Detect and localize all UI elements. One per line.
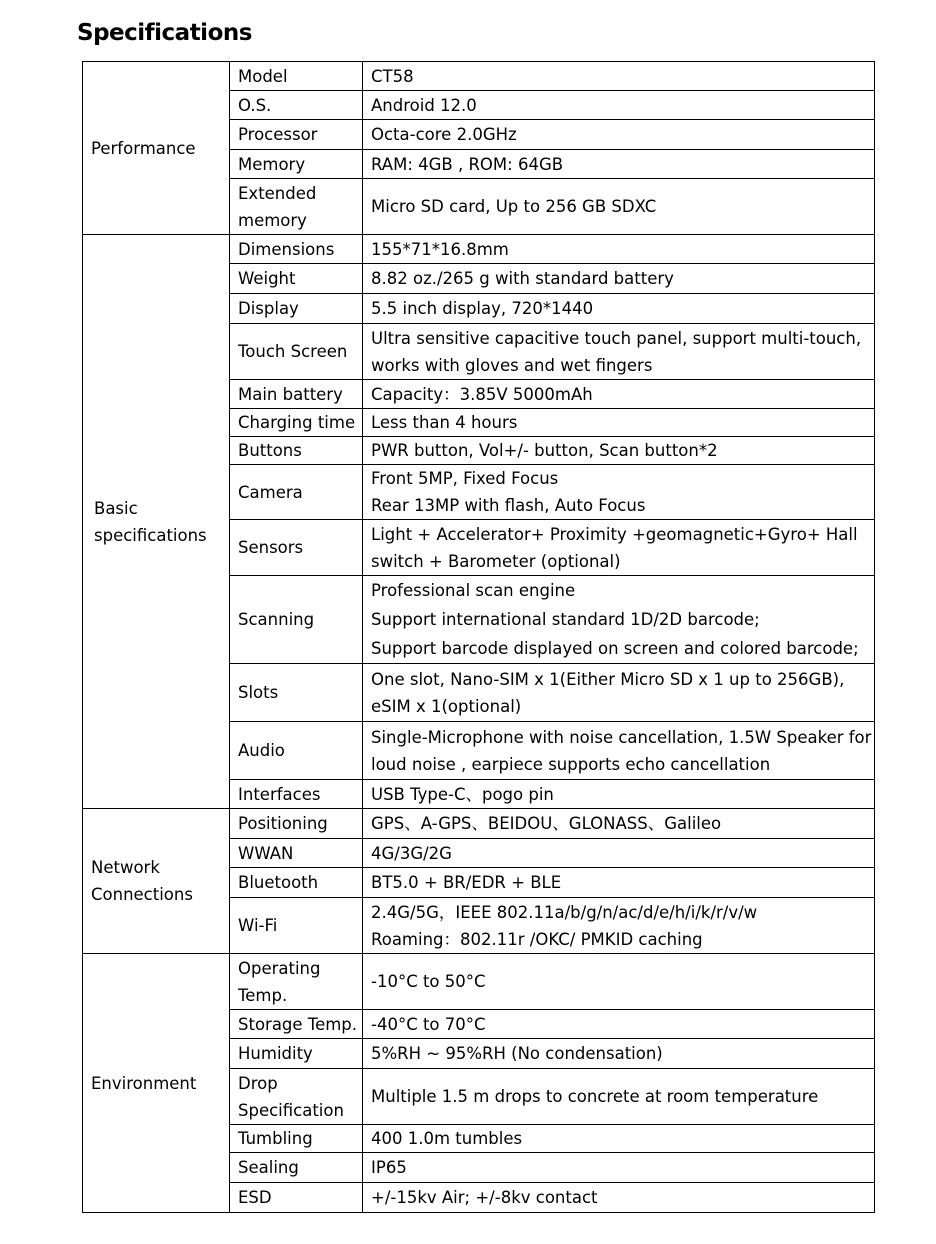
value-cell [363,324,875,380]
value-cell [363,576,875,664]
page-title: Specifications [77,20,252,46]
feature-label: Model [238,66,288,86]
table-row [83,235,875,264]
feature-cell [230,91,363,120]
category-cell [83,235,230,809]
feature-cell [230,868,363,898]
feature-cell [230,1183,363,1213]
value-text-line: 5%RH ~ 95%RH (No condensation) [371,1044,663,1063]
value-text-line: eSIM x 1(optional) [371,696,522,716]
feature-label: Main battery [238,384,343,404]
specifications-table-body [83,62,875,1213]
feature-cell [230,179,363,235]
feature-cell [230,264,363,294]
value-cell [363,1010,875,1039]
feature-cell [230,62,363,91]
feature-label: Display [238,299,299,318]
feature-label: Humidity [238,1044,313,1063]
value-cell [363,465,875,520]
value-cell [363,809,875,839]
value-cell [363,380,875,409]
feature-label: Tumbling [238,1129,313,1148]
value-cell [363,664,875,722]
category-label-line: specifications [94,525,207,545]
table-row [83,62,875,91]
feature-cell [230,409,363,437]
feature-cell [230,520,363,576]
value-text-line: Octa-core 2.0GHz [371,125,517,144]
value-text-line: PWR button, Vol+/- button, Scan button*2 [371,441,718,460]
feature-label: Scanning [238,610,315,629]
feature-label: Sensors [238,538,304,557]
value-cell [363,91,875,120]
value-text-line: Multiple 1.5 m drops to concrete at room temperature [371,1087,819,1106]
value-text-line: loud noise , earpiece supports echo cancellation [371,754,771,774]
value-text-line: BT5.0 + BR/EDR + BLE [371,873,562,892]
value-cell [363,294,875,324]
value-cell [363,1039,875,1069]
feature-label: Audio [238,741,285,760]
feature-cell [230,437,363,465]
feature-label: Memory [238,154,306,174]
feature-cell [230,839,363,868]
value-text-line: Single-Microphone with noise cancellation, 1.5W Speaker for [371,727,872,747]
feature-cell [230,324,363,380]
value-text-line: 155*71*16.8mm [371,239,509,259]
feature-label-line: Specification [238,1100,344,1120]
value-text-line: Capacity：3.85V 5000mAh [371,384,593,404]
value-text-line: Micro SD card, Up to 256 GB SDXC [371,197,657,216]
feature-label: Dimensions [238,239,335,259]
value-cell [363,1153,875,1183]
value-cell [363,120,875,150]
value-cell [363,780,875,809]
feature-cell [230,465,363,520]
feature-label: Touch Screen [238,342,348,361]
feature-cell [230,1039,363,1069]
value-text-line: -40°C to 70°C [371,1014,486,1034]
table-row [83,809,875,839]
feature-label-line: Extended [238,183,317,203]
feature-label: Processor [238,125,318,144]
value-text-line: Support barcode displayed on screen and colored barcode; [371,639,859,658]
category-cell [83,809,230,954]
value-text-line: 4G/3G/2G [371,843,452,863]
category-cell [83,62,230,235]
value-cell [363,437,875,465]
category-cell [83,954,230,1213]
specifications-table [82,61,875,1213]
value-text-line: Light + Accelerator+ Proximity +geomagnetic+Gyro+ Hall [371,524,858,544]
value-cell [363,150,875,179]
feature-label: ESD [238,1188,272,1207]
feature-label-line: Temp. [238,985,288,1005]
value-text-line: Front 5MP, Fixed Focus [371,469,559,488]
category-label-line: Connections [91,885,193,904]
feature-cell [230,120,363,150]
value-cell [363,1069,875,1125]
feature-label: Weight [238,269,296,288]
feature-cell [230,664,363,722]
value-cell [363,722,875,780]
feature-cell [230,1010,363,1039]
feature-label: WWAN [238,843,294,863]
value-text-line: Roaming：802.11r /OKC/ PMKID caching [371,929,703,949]
category-label-line: Performance [91,138,196,158]
feature-cell [230,1069,363,1125]
table-row [83,954,875,1010]
value-text-line: 8.82 oz./265 g with standard battery [371,269,674,288]
feature-cell [230,898,363,954]
category-label-line: Basic [94,498,138,518]
value-cell [363,1125,875,1153]
value-text-line: Android 12.0 [371,95,477,115]
value-cell [363,179,875,235]
feature-label: Slots [238,683,279,702]
value-cell [363,235,875,264]
category-label-line: Environment [91,1073,197,1093]
feature-label: Interfaces [238,784,321,804]
feature-label: Sealing [238,1158,299,1177]
feature-label: O.S. [238,95,272,115]
value-text-line: CT58 [371,66,414,86]
feature-cell [230,809,363,839]
feature-cell [230,294,363,324]
feature-label: Charging time [238,413,356,432]
value-cell [363,1183,875,1213]
value-text-line: GPS、A-GPS、BEIDOU、GLONASS、Galileo [371,814,722,833]
feature-label-line: Drop [238,1073,278,1093]
feature-label: Camera [238,482,303,502]
category-label-line: Network [91,858,160,877]
value-text-line: RAM: 4GB , ROM: 64GB [371,154,564,174]
value-text-line: Rear 13MP with flash, Auto Focus [371,496,646,515]
value-text-line: 400 1.0m tumbles [371,1129,523,1148]
value-text-line: works with gloves and wet fingers [371,355,653,375]
feature-label: Bluetooth [238,873,319,892]
value-cell [363,954,875,1010]
feature-label: Storage Temp. [238,1014,358,1034]
value-cell [363,409,875,437]
value-text-line: switch + Barometer (optional) [371,551,621,571]
feature-cell [230,380,363,409]
feature-label-line: memory [238,210,307,230]
value-text-line: Ultra sensitive capacitive touch panel, support multi-touch, [371,328,862,348]
value-cell [363,839,875,868]
value-text-line: 5.5 inch display, 720*1440 [371,299,594,318]
value-cell [363,898,875,954]
feature-cell [230,235,363,264]
feature-cell [230,150,363,179]
value-text-line: Less than 4 hours [371,413,518,432]
value-cell [363,868,875,898]
feature-cell [230,954,363,1010]
value-text-line: +/-15kv Air; +/-8kv contact [371,1188,598,1207]
value-text-line: IP65 [371,1158,407,1177]
value-text-line: Professional scan engine [371,581,576,600]
value-text-line: 2.4G/5G，IEEE 802.11a/b/g/n/ac/d/e/h/i/k/r/v/w [371,902,758,922]
value-text-line: -10°C to 50°C [371,972,486,991]
feature-cell [230,1125,363,1153]
value-cell [363,520,875,576]
value-text-line: One slot, Nano-SIM x 1(Either Micro SD x 1 up to 256GB), [371,669,845,689]
value-cell [363,62,875,91]
feature-cell [230,576,363,664]
value-text-line: Support international standard 1D/2D barcode; [371,610,760,629]
feature-cell [230,780,363,809]
feature-label: Wi-Fi [238,916,278,935]
feature-cell [230,1153,363,1183]
feature-label: Buttons [238,441,302,460]
value-text-line: USB Type-C、pogo pin [371,784,554,804]
feature-label-line: Operating [238,958,321,978]
feature-cell [230,722,363,780]
value-cell [363,264,875,294]
feature-label: Positioning [238,814,328,833]
